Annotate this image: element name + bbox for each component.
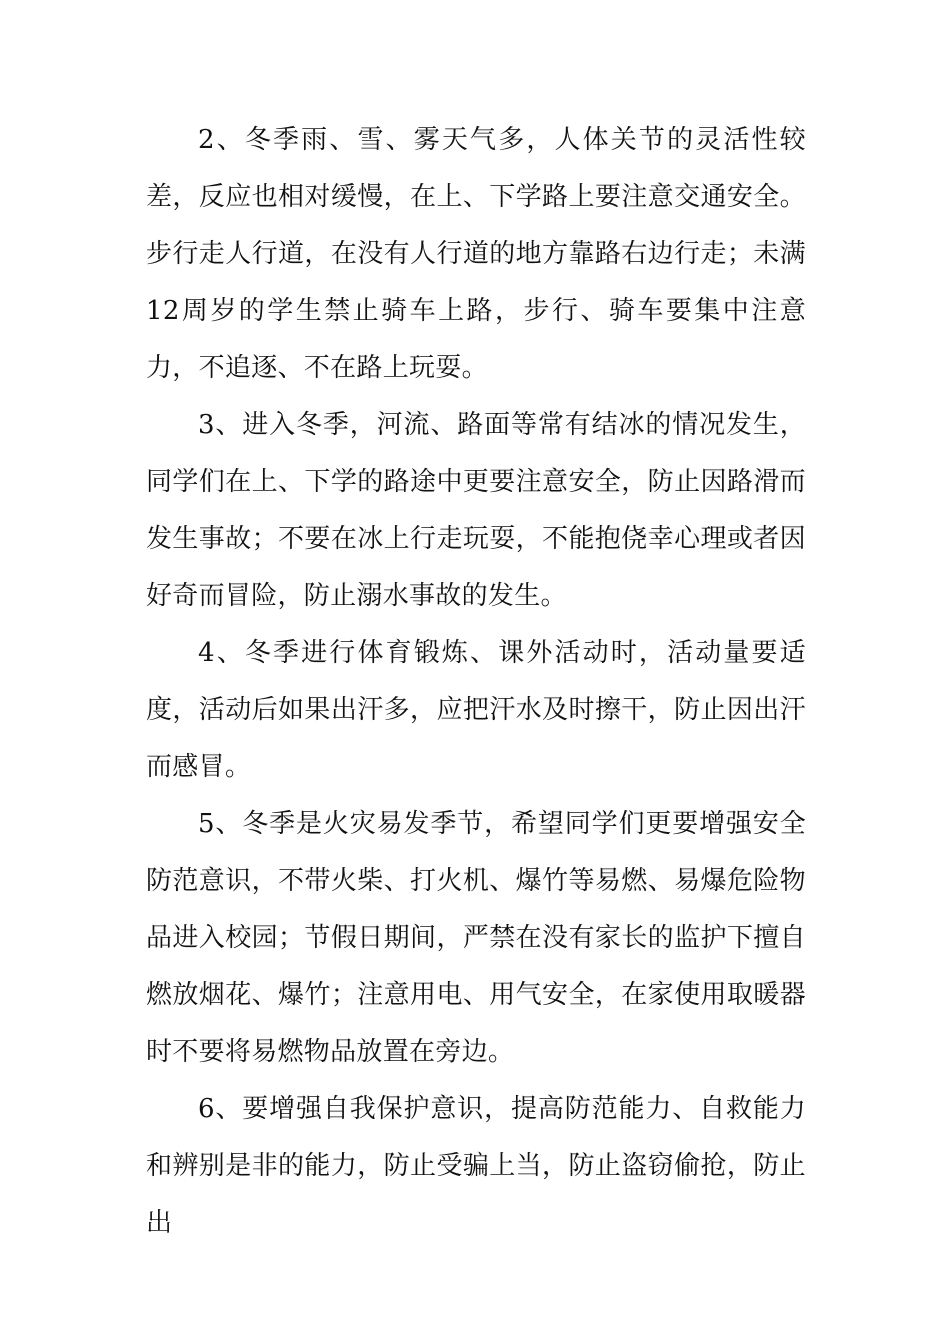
paragraph-3: 3、进入冬季，河流、路面等常有结冰的情况发生，同学们在上、下学的路途中更要注意安全，防止因路滑而发生事故；不要在冰上行走玩耍，不能抱侥幸心理或者因好奇而冒险，防止溺水事故的发生。 — [146, 410, 806, 611]
document-body — [146, 112, 806, 1252]
paragraph-5: 5、冬季是火灾易发季节，希望同学们更要增强安全防范意识，不带火柴、打火机、爆竹等易燃、易爆危险物品进入校园；节假日期间，严禁在没有家长的监护下擅自燃放烟花、爆竹；注意用电、用气安全，在家使用取暖器时不要将易燃物品放置在旁边。 — [146, 809, 806, 1067]
paragraph-6: 6、要增强自我保护意识，提高防范能力、自救能力和辨别是非的能力，防止受骗上当，防止盗窃偷抢，防止出 — [146, 1094, 806, 1238]
paragraph-4: 4、冬季进行体育锻炼、课外活动时，活动量要适度，活动后如果出汗多，应把汗水及时擦干，防止因出汗而感冒。 — [146, 638, 806, 782]
paragraph-2: 2、冬季雨、雪、雾天气多，人体关节的灵活性较差，反应也相对缓慢，在上、下学路上要注意交通安全。步行走人行道，在没有人行道的地方靠路右边行走；未满12周岁的学生禁止骑车上路，步行、骑车要集中注意力，不追逐、不在路上玩耍。 — [146, 125, 806, 383]
